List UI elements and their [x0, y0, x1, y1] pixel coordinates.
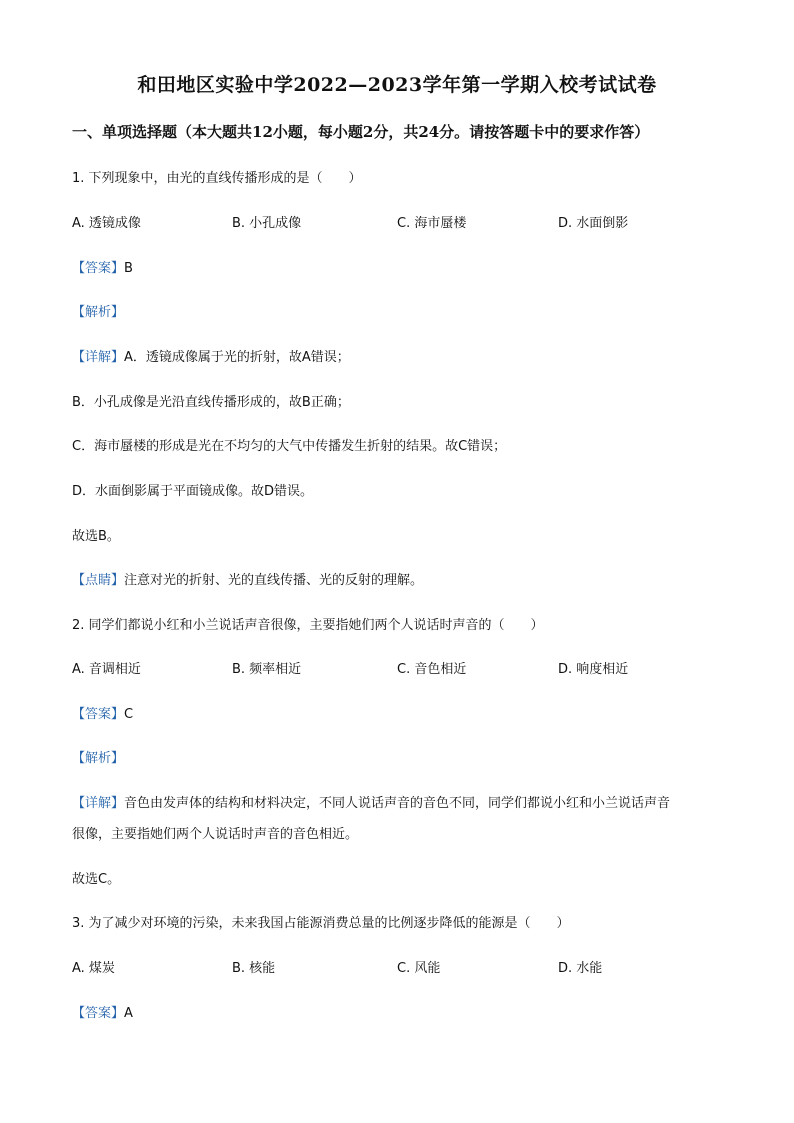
option-c: C. 风能	[397, 961, 441, 976]
answer-label: 【答案】	[72, 707, 125, 722]
question-1-analysis-label	[72, 301, 124, 320]
option-d: D. 响度相近	[558, 662, 629, 677]
answer-label: 【答案】	[72, 261, 125, 276]
question-3-options	[72, 957, 722, 977]
answer-label: 【答案】	[72, 1006, 125, 1021]
comment-text: 注意对光的折射、光的直线传播、光的反射的理解。	[124, 573, 424, 588]
question-2-options	[72, 658, 722, 678]
comment-label: 【点睛】	[72, 573, 125, 588]
exam-title: 和田地区实验中学2022—2023学年第一学期入校考试试卷	[137, 74, 657, 96]
question-1-stem: 1. 下列现象中，由光的直线传播形成的是（ ）	[72, 171, 362, 186]
option-d: D. 水能	[558, 961, 603, 976]
option-c: C. 音色相近	[397, 662, 467, 677]
conclusion-line: 故选C。	[72, 872, 121, 887]
detail-line: C．海市蜃楼的形成是光在不均匀的大气中传播发生折射的结果。故C错误；	[72, 439, 507, 454]
question-2-stem: 2. 同学们都说小红和小兰说话声音很像，主要指她们两个人说话时声音的（ ）	[72, 618, 544, 633]
question-2-analysis-label	[72, 747, 124, 766]
question-1-comment	[72, 569, 423, 588]
option-d: D. 水面倒影	[558, 216, 629, 231]
question-3-stem: 3. 为了减少对环境的污染，未来我国占能源消费总量的比例逐步降低的能源是（ ）	[72, 916, 570, 931]
detail-label: 【详解】	[72, 796, 125, 811]
answer-value: A	[124, 1006, 133, 1021]
question-2-answer	[72, 703, 133, 722]
conclusion-line: 故选B。	[72, 529, 120, 544]
detail-line: B．小孔成像是光沿直线传播形成的，故B正确；	[72, 395, 350, 410]
option-b: B. 核能	[232, 961, 276, 976]
detail-text: A．透镜成像属于光的折射，故A错误；	[124, 350, 350, 365]
option-a: A. 透镜成像	[72, 216, 141, 231]
option-b: B. 频率相近	[232, 662, 302, 677]
question-1-answer	[72, 257, 133, 276]
question-3-answer	[72, 1002, 133, 1021]
detail-line: 很像，主要指她们两个人说话时声音的音色相近。	[72, 827, 359, 842]
option-a: A. 煤炭	[72, 961, 115, 976]
question-2-detail	[72, 792, 670, 811]
analysis-label: 【解析】	[72, 305, 125, 320]
answer-value: C	[124, 707, 134, 722]
question-1-detail	[72, 346, 350, 365]
answer-value: B	[124, 261, 133, 276]
detail-text: 音色由发声体的结构和材料决定，不同人说话声音的音色不同，同学们都说小红和小兰说话声音	[124, 796, 671, 811]
detail-line: D．水面倒影属于平面镜成像。故D错误。	[72, 484, 314, 499]
analysis-label: 【解析】	[72, 751, 125, 766]
option-b: B. 小孔成像	[232, 216, 302, 231]
option-a: A. 音调相近	[72, 662, 141, 677]
option-c: C. 海市蜃楼	[397, 216, 467, 231]
section-heading: 一、单项选择题（本大题共12小题，每小题2分，共24分。请按答题卡中的要求作答）	[72, 123, 650, 141]
question-1-options	[72, 212, 722, 232]
detail-label: 【详解】	[72, 350, 125, 365]
